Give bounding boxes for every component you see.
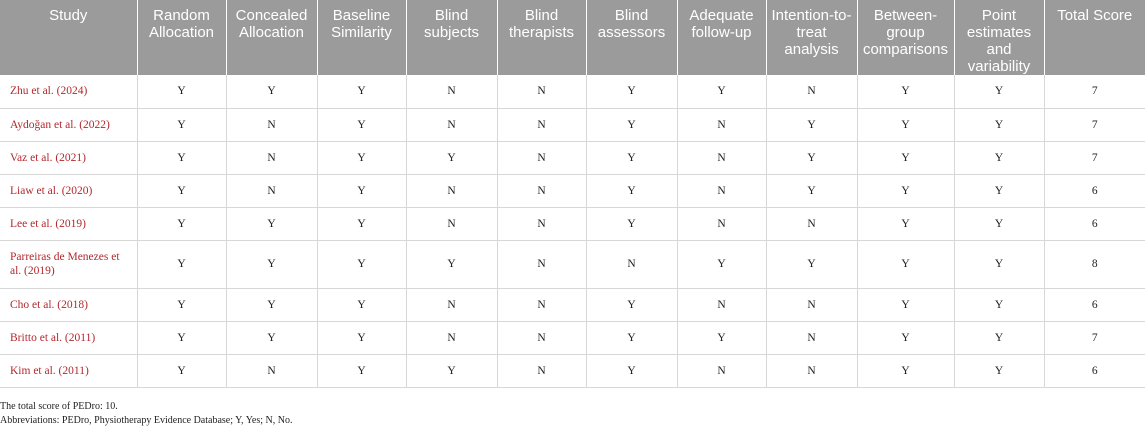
column-header: Between-group comparisons: [857, 0, 954, 75]
column-header: Blind assessors: [586, 0, 677, 75]
table-header-row: [0, 0, 1145, 75]
study-citation: Kim et al. (2011): [0, 354, 137, 387]
criterion-cell: N: [677, 141, 766, 174]
criterion-cell: N: [766, 75, 857, 108]
table-body: [0, 75, 1145, 387]
criterion-cell: Y: [137, 321, 226, 354]
criterion-cell: Y: [857, 141, 954, 174]
criterion-cell: N: [406, 207, 497, 240]
criterion-cell: N: [406, 108, 497, 141]
criterion-cell: Y: [137, 75, 226, 108]
total-score-cell: 8: [1044, 240, 1145, 288]
total-score-cell: 6: [1044, 174, 1145, 207]
criterion-cell: N: [226, 354, 317, 387]
criterion-cell: N: [497, 141, 586, 174]
criterion-cell: Y: [857, 321, 954, 354]
study-citation: Vaz et al. (2021): [0, 141, 137, 174]
criterion-cell: Y: [766, 240, 857, 288]
criterion-cell: Y: [137, 288, 226, 321]
criterion-cell: Y: [317, 174, 406, 207]
total-score-cell: 6: [1044, 288, 1145, 321]
criterion-cell: N: [497, 108, 586, 141]
criterion-cell: N: [497, 321, 586, 354]
column-header: Random Allocation: [137, 0, 226, 75]
criterion-cell: Y: [586, 288, 677, 321]
criterion-cell: Y: [586, 75, 677, 108]
criterion-cell: Y: [317, 141, 406, 174]
footnote-total-score: The total score of PEDro: 10.: [0, 401, 118, 412]
study-citation: Britto et al. (2011): [0, 321, 137, 354]
criterion-cell: Y: [857, 174, 954, 207]
study-citation: Lee et al. (2019): [0, 207, 137, 240]
criterion-cell: Y: [137, 174, 226, 207]
criterion-cell: Y: [317, 354, 406, 387]
criterion-cell: Y: [586, 321, 677, 354]
total-score-cell: 6: [1044, 207, 1145, 240]
criterion-cell: N: [226, 141, 317, 174]
study-citation: Aydoğan et al. (2022): [0, 108, 137, 141]
criterion-cell: N: [766, 288, 857, 321]
criterion-cell: N: [497, 75, 586, 108]
criterion-cell: Y: [954, 240, 1044, 288]
criterion-cell: N: [497, 240, 586, 288]
criterion-cell: N: [497, 288, 586, 321]
criterion-cell: N: [406, 75, 497, 108]
criterion-cell: Y: [317, 321, 406, 354]
table-row: [0, 288, 1145, 321]
column-header: Blind therapists: [497, 0, 586, 75]
table-row: [0, 207, 1145, 240]
criterion-cell: N: [497, 207, 586, 240]
table-row: [0, 141, 1145, 174]
criterion-cell: Y: [677, 240, 766, 288]
criterion-cell: Y: [857, 207, 954, 240]
criterion-cell: N: [226, 108, 317, 141]
criterion-cell: Y: [766, 141, 857, 174]
study-citation: Cho et al. (2018): [0, 288, 137, 321]
criterion-cell: Y: [226, 288, 317, 321]
column-header: Point estimates and variability: [954, 0, 1044, 75]
criterion-cell: Y: [954, 354, 1044, 387]
criterion-cell: Y: [317, 288, 406, 321]
criterion-cell: Y: [317, 108, 406, 141]
total-score-cell: 7: [1044, 75, 1145, 108]
criterion-cell: N: [586, 240, 677, 288]
criterion-cell: Y: [137, 240, 226, 288]
criterion-cell: N: [677, 174, 766, 207]
study-citation: Zhu et al. (2024): [0, 75, 137, 108]
criterion-cell: Y: [857, 288, 954, 321]
criterion-cell: N: [406, 321, 497, 354]
column-header: Adequate follow-up: [677, 0, 766, 75]
table-row: [0, 108, 1145, 141]
column-header: Blind subjects: [406, 0, 497, 75]
criterion-cell: Y: [954, 141, 1044, 174]
criterion-cell: Y: [226, 321, 317, 354]
criterion-cell: Y: [857, 75, 954, 108]
criterion-cell: Y: [586, 174, 677, 207]
table-row: [0, 240, 1145, 288]
criterion-cell: Y: [586, 108, 677, 141]
column-header: Baseline Similarity: [317, 0, 406, 75]
column-header: Concealed Allocation: [226, 0, 317, 75]
criterion-cell: N: [677, 288, 766, 321]
criterion-cell: N: [226, 174, 317, 207]
criterion-cell: Y: [857, 354, 954, 387]
criterion-cell: N: [766, 207, 857, 240]
column-header: Total Score: [1044, 0, 1145, 75]
criterion-cell: Y: [766, 108, 857, 141]
criterion-cell: Y: [406, 354, 497, 387]
criterion-cell: Y: [137, 108, 226, 141]
criterion-cell: Y: [766, 174, 857, 207]
table-row: [0, 75, 1145, 108]
criterion-cell: Y: [954, 108, 1044, 141]
criterion-cell: N: [677, 108, 766, 141]
criterion-cell: Y: [677, 321, 766, 354]
criterion-cell: Y: [857, 108, 954, 141]
table-footnotes: [0, 400, 292, 428]
study-citation: Liaw et al. (2020): [0, 174, 137, 207]
criterion-cell: Y: [226, 240, 317, 288]
criterion-cell: Y: [317, 207, 406, 240]
criterion-cell: N: [497, 354, 586, 387]
table-row: [0, 354, 1145, 387]
criterion-cell: Y: [677, 75, 766, 108]
criterion-cell: N: [766, 321, 857, 354]
column-header: Study: [0, 0, 137, 75]
total-score-cell: 6: [1044, 354, 1145, 387]
criterion-cell: Y: [226, 207, 317, 240]
footnote-abbreviations: Abbreviations: PEDro, Physiotherapy Evidence Database; Y, Yes; N, No.: [0, 415, 293, 426]
criterion-cell: Y: [954, 207, 1044, 240]
criterion-cell: Y: [317, 75, 406, 108]
criterion-cell: Y: [586, 354, 677, 387]
table-row: [0, 174, 1145, 207]
criterion-cell: Y: [137, 354, 226, 387]
criterion-cell: Y: [137, 207, 226, 240]
criterion-cell: Y: [954, 174, 1044, 207]
criterion-cell: N: [406, 288, 497, 321]
column-header: Intention-to-treat analysis: [766, 0, 857, 75]
criterion-cell: Y: [954, 288, 1044, 321]
criterion-cell: N: [677, 354, 766, 387]
criterion-cell: Y: [857, 240, 954, 288]
criterion-cell: Y: [137, 141, 226, 174]
criterion-cell: N: [497, 174, 586, 207]
criterion-cell: Y: [317, 240, 406, 288]
criterion-cell: Y: [586, 207, 677, 240]
study-citation: Parreiras de Menezes et al. (2019): [0, 240, 137, 288]
criterion-cell: Y: [954, 321, 1044, 354]
criterion-cell: N: [406, 174, 497, 207]
total-score-cell: 7: [1044, 108, 1145, 141]
table-row: [0, 321, 1145, 354]
criterion-cell: Y: [586, 141, 677, 174]
criterion-cell: N: [677, 207, 766, 240]
criterion-cell: Y: [954, 75, 1044, 108]
total-score-cell: 7: [1044, 141, 1145, 174]
criterion-cell: Y: [406, 240, 497, 288]
criterion-cell: Y: [226, 75, 317, 108]
criterion-cell: Y: [406, 141, 497, 174]
criterion-cell: N: [766, 354, 857, 387]
total-score-cell: 7: [1044, 321, 1145, 354]
